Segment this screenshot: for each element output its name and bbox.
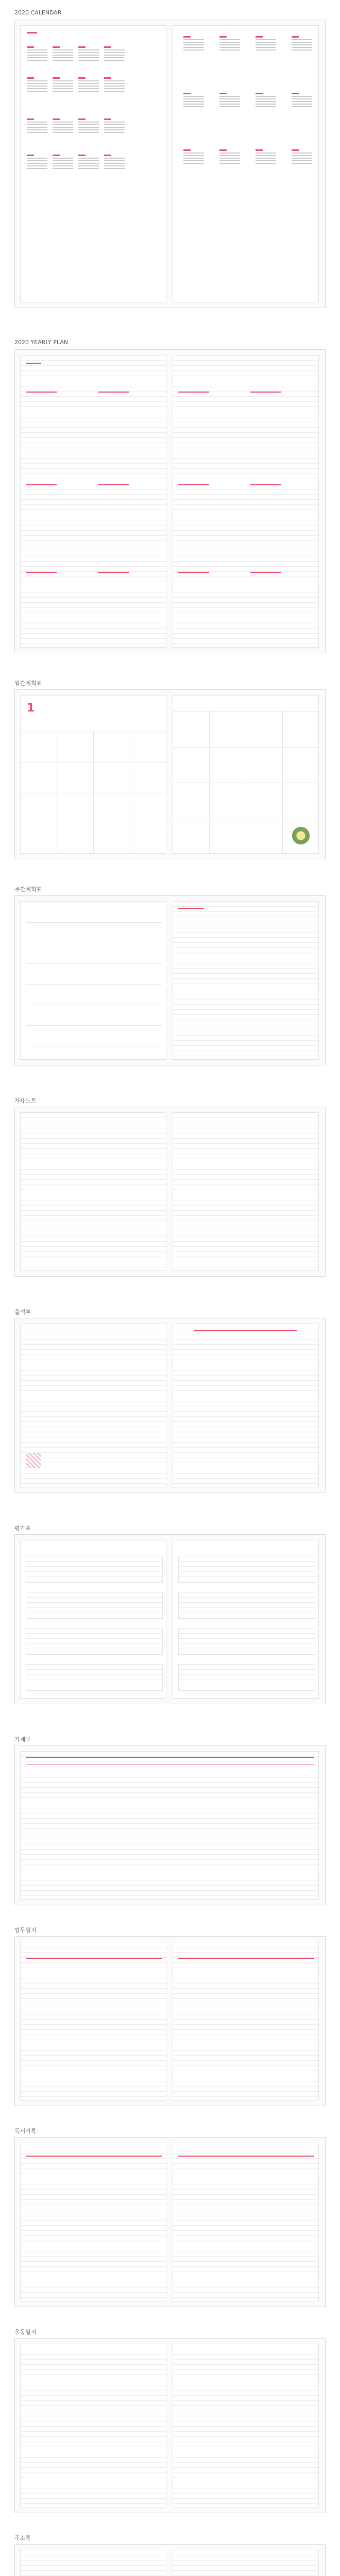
attendance-page-right (173, 1324, 319, 1487)
section-title: 2020 YEARLY PLAN (14, 339, 68, 346)
address-book-page-right (173, 2550, 319, 2576)
account-book-frame (14, 1745, 326, 1905)
evaluation-section (0, 1515, 340, 1710)
mini-month (53, 155, 73, 175)
mini-month (53, 118, 73, 139)
mini-month (256, 36, 276, 57)
mini-month (78, 77, 99, 98)
calendar-frame (14, 20, 326, 308)
yearly-plan-page-right (173, 355, 319, 648)
weekly-plan-frame (14, 895, 326, 1065)
attendance-page-left (20, 1324, 166, 1487)
yearly-plan-section (0, 330, 340, 665)
mini-month (27, 155, 47, 175)
mini-month (27, 46, 47, 67)
mini-month (27, 118, 47, 139)
month-number: 1 (27, 702, 35, 715)
section-title: 독서기록 (14, 2128, 37, 2134)
note-page-left (20, 1112, 166, 1271)
evaluation-page-left (20, 1540, 166, 1699)
note-page-right (173, 1112, 319, 1271)
evaluation-page-right (173, 1540, 319, 1699)
attendance-section (0, 1298, 340, 1499)
section-title: 자유노트 (14, 1097, 37, 1104)
account-book-page (20, 1751, 319, 1900)
mini-month (219, 149, 240, 170)
mini-month (219, 93, 240, 113)
monthly-page-left (20, 695, 166, 854)
account-book-section (0, 1726, 340, 1911)
exercise-log-page-left (20, 2344, 166, 2507)
mini-month (292, 149, 312, 170)
mini-month (256, 93, 276, 113)
mini-month (183, 93, 204, 113)
mini-month (256, 149, 276, 170)
calendar-page-right (173, 25, 319, 302)
mini-month (219, 36, 240, 57)
section-title: 월간계획표 (14, 680, 42, 687)
section-title: 평가표 (14, 1525, 31, 1532)
weekly-plan-section (0, 876, 340, 1072)
exercise-log-frame (14, 2338, 326, 2513)
flower-illustration (291, 825, 311, 846)
section-title: 주소록 (14, 2535, 31, 2541)
exercise-log-section (0, 2318, 340, 2519)
reading-log-page-left (20, 2143, 166, 2301)
section-title: 가계부 (14, 1736, 31, 1743)
weekly-page-left (20, 901, 166, 1060)
section-title: 운동일지 (14, 2329, 37, 2335)
reading-log-frame (14, 2137, 326, 2307)
attendance-frame (14, 1318, 326, 1493)
section-title: 업무일지 (14, 1927, 37, 1934)
reading-log-section (0, 2117, 340, 2313)
mini-month (27, 77, 47, 98)
mini-month (104, 77, 125, 98)
yearly-plan-frame (14, 349, 326, 653)
address-book-frame (14, 2544, 326, 2576)
mini-month (104, 155, 125, 175)
mini-month (183, 36, 204, 57)
mini-month (53, 77, 73, 98)
work-log-page-left (20, 1942, 166, 2100)
month-grid-left (21, 732, 166, 854)
section-title: 출석부 (14, 1309, 31, 1315)
work-log-frame (14, 1936, 326, 2106)
mini-month (104, 46, 125, 67)
mini-month (183, 149, 204, 170)
address-book-section (0, 2524, 340, 2576)
calendar-page-left (20, 25, 166, 302)
weekly-page-right (173, 901, 319, 1060)
mini-month (104, 118, 125, 139)
section-title: 주간계획표 (14, 886, 42, 893)
mini-month (53, 46, 73, 67)
mini-month (292, 36, 312, 57)
free-note-frame (14, 1107, 326, 1277)
address-book-page-left (20, 2550, 166, 2576)
monthly-page-right (173, 695, 319, 854)
mini-month (78, 46, 99, 67)
reading-log-page-right (173, 2143, 319, 2301)
free-note-section (0, 1087, 340, 1283)
year-accent (27, 32, 37, 33)
mini-month (78, 118, 99, 139)
work-log-page-right (173, 1942, 319, 2100)
work-log-section (0, 1917, 340, 2112)
yearly-plan-page-left (20, 355, 166, 648)
mini-month (78, 155, 99, 175)
evaluation-frame (14, 1534, 326, 1704)
calendar-section (0, 0, 340, 325)
exercise-log-page-right (173, 2344, 319, 2507)
monthly-plan-frame (14, 689, 326, 859)
monthly-plan-section (0, 670, 340, 866)
section-title: 2020 CALENDAR (14, 9, 62, 16)
mini-month (292, 93, 312, 113)
